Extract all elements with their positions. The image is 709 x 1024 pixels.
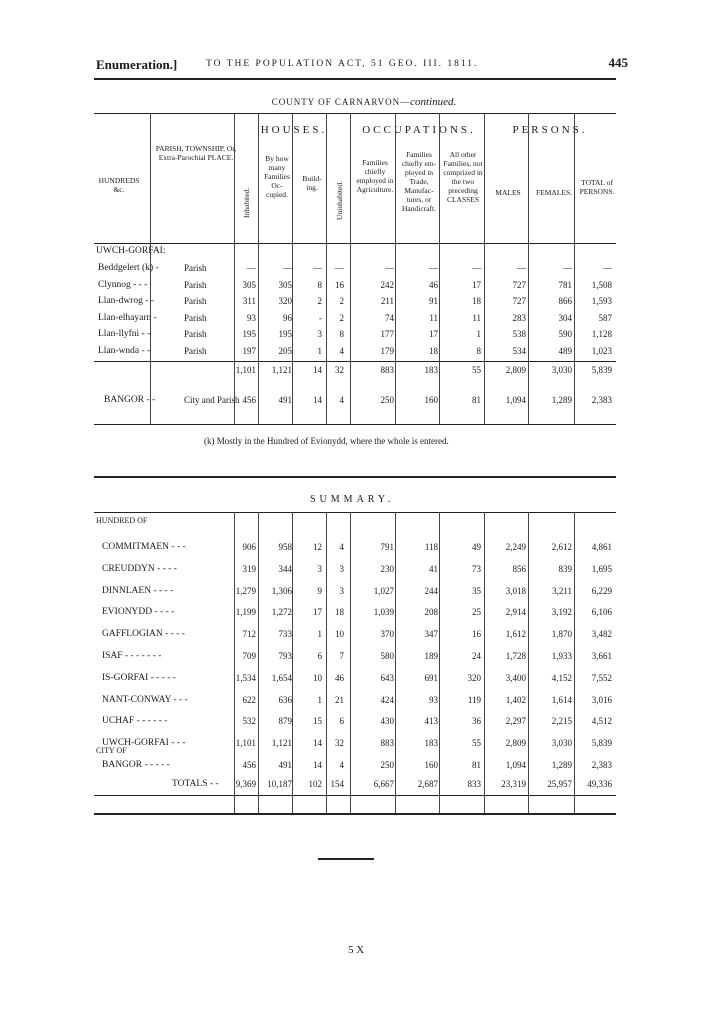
parish-row-kind: Parish	[184, 279, 207, 290]
subtotal-row-cell: 1,121	[271, 365, 292, 375]
summary-row-cell: 4,152	[551, 672, 572, 683]
summary-row-cell: 424	[380, 694, 394, 705]
summary-row-cell: 73	[472, 563, 481, 574]
county-caption-continued: continued.	[410, 96, 457, 108]
parish-row-cell: 16	[335, 279, 344, 290]
parish-row-kind: Parish	[184, 296, 207, 306]
bangor-row-cell: 160	[424, 395, 438, 405]
summary-row-cell: 320	[467, 672, 481, 683]
summary-row-cell: 1,121	[271, 738, 292, 749]
summary-column-rule	[258, 512, 259, 813]
summary-row-cell: 3,030	[551, 738, 572, 749]
summary-row-cell: 883	[380, 738, 394, 749]
parish-row-kind: Parish	[184, 345, 207, 356]
parish-row-cell: 74	[385, 312, 394, 323]
column-rule	[258, 113, 259, 424]
parish-row-cell: 18	[429, 345, 438, 356]
summary-bangor-row-cell: 491	[278, 760, 292, 770]
header-females: FEMALES.	[535, 188, 573, 197]
summary-row-cell: 580	[380, 651, 394, 661]
group-persons: PERSONS.	[512, 124, 588, 136]
header-males: MALES	[495, 188, 521, 197]
column-rule	[395, 113, 396, 424]
parish-row-cell: 197	[242, 345, 256, 356]
parish-row-cell: 866	[558, 296, 572, 306]
subtotal-row-cell: 183	[424, 365, 438, 375]
summary-row-cell: 879	[278, 716, 292, 727]
summary-row-cell: 7,552	[591, 672, 612, 683]
subtotal-row-cell: 32	[335, 365, 344, 375]
summary-row-cell: 6,229	[591, 585, 612, 596]
header-building: Build-ing.	[302, 174, 322, 192]
summary-row-cell: 1,695	[591, 563, 612, 574]
summary-row-cell: 93	[429, 694, 438, 705]
summary-row-cell: 32	[335, 738, 344, 749]
parish-row-cell: —	[385, 263, 394, 273]
summary-row-cell: 12	[313, 542, 322, 552]
summary-row-cell: 244	[424, 585, 438, 596]
column-rule	[234, 113, 235, 424]
summary-bangor-row-cell: 250	[380, 760, 394, 770]
bangor-row-cell: 1,289	[551, 395, 572, 405]
summary-row-cell: 1,654	[271, 672, 292, 683]
bangor-row-cell: 1,094	[505, 395, 526, 405]
summary-row-cell: 25	[472, 607, 481, 618]
summary-row-cell: 709	[242, 651, 256, 661]
header-uninhabited: Uninhabited.	[335, 181, 344, 220]
summary-bangor-row-cell: 1,289	[551, 760, 572, 770]
parish-row-name: Llan-wnda - -	[98, 345, 151, 356]
summary-row-cell: 1,306	[271, 585, 292, 596]
summary-hundred-label: HUNDRED OF	[96, 516, 148, 525]
bangor-row-cell: 456	[242, 395, 256, 405]
group-houses: HOUSES.	[260, 124, 328, 136]
city-of-label: CITY OF	[96, 746, 127, 755]
parish-row-cell: 93	[247, 312, 256, 323]
parish-row-cell: 4	[339, 345, 344, 356]
summary-row-cell: 2,612	[551, 542, 572, 552]
parish-row-cell: 489	[558, 345, 572, 356]
parish-row-cell: 96	[283, 312, 292, 323]
summary-row-cell: 691	[424, 672, 438, 683]
summary-row-cell: 856	[512, 563, 526, 574]
summary-column-rule	[439, 512, 440, 813]
summary-column-rule	[350, 512, 351, 813]
summary-bangor-row-cell: 160	[424, 760, 438, 770]
summary-row-cell: 41	[429, 563, 438, 574]
summary-row-cell: 6	[339, 716, 344, 727]
running-head-title: TO THE POPULATION ACT, 51 GEO. III. 1811.	[206, 59, 479, 69]
parish-row-cell: 8	[476, 345, 481, 356]
summary-row-cell: 839	[558, 563, 572, 574]
summary-row-cell: 2,914	[505, 607, 526, 618]
parish-row-cell: 781	[558, 279, 572, 290]
bangor-row-name: BANGOR - -	[104, 395, 156, 405]
parish-row-cell: —	[563, 263, 572, 273]
summary-row-name: IS-GORFAI - - - - -	[102, 672, 176, 683]
subtotal-row-cell: 1,101	[235, 365, 256, 375]
bangor-row-cell: 81	[472, 395, 481, 405]
parish-row-cell: —	[283, 263, 292, 273]
totals-row-cell: 2,687	[417, 779, 438, 789]
parish-row-cell: 179	[380, 345, 394, 356]
summary-column-rule	[326, 512, 327, 813]
caption-rule	[94, 113, 616, 114]
summary-title: SUMMARY.	[310, 494, 395, 505]
column-rule	[150, 113, 151, 424]
bangor-row-kind: City and Parish	[184, 395, 240, 405]
summary-row-cell: 793	[278, 651, 292, 661]
summary-row-cell: 49	[472, 542, 481, 552]
parish-row-cell: 18	[472, 296, 481, 306]
parish-row-kind: Parish	[184, 329, 207, 339]
column-rule	[484, 113, 485, 424]
summary-row-cell: 1,614	[551, 694, 572, 705]
parish-row-cell: -	[319, 312, 322, 323]
header-families: By how many Families Oc-cupied.	[264, 154, 290, 199]
summary-row-cell: 1,612	[505, 629, 526, 640]
summary-row-cell: 636	[278, 694, 292, 705]
summary-row-cell: 21	[335, 694, 344, 705]
summary-row-cell: 1,199	[235, 607, 256, 618]
top-rule	[94, 78, 616, 80]
parish-row-cell: 2	[317, 296, 322, 306]
totals-row-cell: 154	[330, 779, 344, 789]
column-rule	[292, 113, 293, 424]
header-hundreds: HUNDREDS &c.	[98, 176, 140, 194]
summary-row-cell: 1,534	[235, 672, 256, 683]
header-inhabited: Inhabited.	[242, 187, 251, 219]
parish-row-name: Llan-llyfni - -	[98, 329, 151, 339]
summary-row-cell: 119	[467, 694, 481, 705]
summary-row-cell: 532	[242, 716, 256, 727]
parish-row-cell: —	[603, 263, 612, 273]
parish-row-name: Llan-elhayarn -	[98, 312, 157, 323]
summary-row-cell: 6,106	[591, 607, 612, 618]
summary-row-cell: 1,027	[373, 585, 394, 596]
subtotal-row-cell: 3,030	[551, 365, 572, 375]
parish-row-cell: 305	[242, 279, 256, 290]
parish-row-name: Llan-dwrog - -	[98, 296, 154, 306]
summary-row-name: ISAF - - - - - - -	[102, 651, 162, 661]
summary-row-cell: 16	[472, 629, 481, 640]
summary-row-cell: 3,192	[551, 607, 572, 618]
summary-row-cell: 3,400	[505, 672, 526, 683]
parish-row-cell: 211	[380, 296, 394, 306]
parish-row-cell: 2	[339, 296, 344, 306]
totals-row-cell: 6,667	[373, 779, 394, 789]
summary-row-cell: 2,809	[505, 738, 526, 749]
summary-bangor-row-name: BANGOR - - - - -	[102, 760, 170, 770]
summary-row-cell: 15	[313, 716, 322, 727]
subtotal-rule	[94, 361, 616, 362]
header-trade: Families chiefly em-ployed in Trade, Manufac-tures, or Handicraft.	[401, 150, 437, 213]
summary-column-rule	[528, 512, 529, 813]
parish-row-cell: 1,508	[591, 279, 612, 290]
summary-row-cell: 2,249	[505, 542, 526, 552]
summary-bangor-row-cell: 4	[339, 760, 344, 770]
column-rule	[326, 113, 327, 424]
county-caption	[234, 96, 494, 108]
parish-row-cell: 538	[512, 329, 526, 339]
summary-column-rule	[234, 512, 235, 813]
summary-row-cell: 1,101	[235, 738, 256, 749]
summary-row-cell: 17	[313, 607, 322, 618]
parish-row-cell: 304	[558, 312, 572, 323]
parish-row-name: Clynnog - - -	[98, 279, 148, 290]
summary-row-cell: 413	[424, 716, 438, 727]
parish-row-cell: 727	[512, 296, 526, 306]
summary-row-cell: 46	[335, 672, 344, 683]
summary-bangor-row-cell: 2,383	[591, 760, 612, 770]
header-rule	[94, 243, 616, 244]
summary-column-rule	[292, 512, 293, 813]
summary-row-cell: 3,661	[591, 651, 612, 661]
parish-row-cell: 205	[278, 345, 292, 356]
header-total: TOTAL of PERSONS.	[579, 178, 615, 196]
summary-row-cell: 906	[242, 542, 256, 552]
summary-row-cell: 1,039	[373, 607, 394, 618]
parish-row-cell: 11	[429, 312, 438, 323]
summary-row-cell: 3,482	[591, 629, 612, 640]
summary-row-cell: 344	[278, 563, 292, 574]
summary-row-cell: 1,728	[505, 651, 526, 661]
parish-row-cell: 587	[598, 312, 612, 323]
totals-row-cell: 23,319	[501, 779, 526, 789]
summary-column-rule	[484, 512, 485, 813]
parish-row-cell: 1	[317, 345, 322, 356]
summary-row-cell: 643	[380, 672, 394, 683]
bangor-row-cell: 250	[380, 395, 394, 405]
summary-row-name: NANT-CONWAY - - -	[102, 694, 188, 705]
summary-row-cell: 733	[278, 629, 292, 640]
parish-row-cell: 534	[512, 345, 526, 356]
parish-row-cell: —	[517, 263, 526, 273]
parish-row-cell: —	[335, 263, 344, 273]
bangor-row-cell: 4	[339, 395, 344, 405]
parish-row-cell: 177	[380, 329, 394, 339]
totals-row-cell: 102	[308, 779, 322, 789]
parish-row-cell: 2	[339, 312, 344, 323]
summary-row-cell: 3	[317, 563, 322, 574]
county-caption-main: COUNTY OF CARNARVON—	[271, 97, 411, 107]
parish-row-name: Beddgelert (k) -	[98, 263, 159, 273]
summary-row-cell: 712	[242, 629, 256, 640]
parish-row-cell: 242	[380, 279, 394, 290]
totals-rule	[94, 795, 616, 796]
summary-row-cell: 3	[339, 585, 344, 596]
bangor-row-cell: 491	[278, 395, 292, 405]
summary-row-cell: 1,272	[271, 607, 292, 618]
summary-row-cell: 4	[339, 542, 344, 552]
summary-row-cell: 4,512	[591, 716, 612, 727]
summary-row-cell: 3,211	[552, 585, 572, 596]
parish-row-cell: 195	[278, 329, 292, 339]
summary-row-cell: 1,279	[235, 585, 256, 596]
parish-row-cell: 17	[429, 329, 438, 339]
summary-bangor-row-cell: 81	[472, 760, 481, 770]
summary-row-cell: 189	[424, 651, 438, 661]
summary-row-name: DINNLAEN - - - -	[102, 585, 174, 596]
summary-row-cell: 1,933	[551, 651, 572, 661]
summary-row-cell: 370	[380, 629, 394, 640]
summary-row-cell: 2,297	[505, 716, 526, 727]
column-rule	[528, 113, 529, 424]
summary-row-cell: 24	[472, 651, 481, 661]
summary-row-cell: 208	[424, 607, 438, 618]
parish-row-cell: 727	[512, 279, 526, 290]
summary-row-name: CREUDDYN - - - -	[102, 563, 177, 574]
footnote: (k) Mostly in the Hundred of Evionydd, where the whole is entered.	[204, 436, 449, 446]
summary-row-cell: 3,018	[505, 585, 526, 596]
summary-row-cell: 1	[317, 629, 322, 640]
parish-row-cell: 46	[429, 279, 438, 290]
summary-top-rule	[94, 476, 616, 478]
running-head-left: Enumeration.]	[96, 57, 178, 72]
signature-mark: 5 X	[348, 944, 365, 956]
parish-row-cell: 11	[472, 312, 481, 323]
summary-row-cell: 18	[335, 607, 344, 618]
summary-row-cell: 9	[317, 585, 322, 596]
group-occupations: OCCUPATIONS.	[362, 124, 476, 136]
summary-row-cell: 6	[317, 651, 322, 661]
parish-row-cell: 590	[558, 329, 572, 339]
header-agriculture: Families chiefly employed in Agriculture.	[356, 158, 394, 194]
summary-bangor-row-cell: 456	[242, 760, 256, 770]
summary-row-cell: 622	[242, 694, 256, 705]
subtotal-row-cell: 14	[313, 365, 322, 375]
summary-row-name: UCHAF - - - - - -	[102, 716, 168, 727]
summary-row-cell: 10	[335, 629, 344, 640]
parish-row-cell: 1,023	[591, 345, 612, 356]
column-rule	[574, 113, 575, 424]
summary-column-rule	[574, 512, 575, 813]
parish-row-cell: —	[247, 263, 256, 273]
parish-row-cell: 1	[476, 329, 481, 339]
summary-row-cell: 3	[339, 563, 344, 574]
parish-row-cell: —	[429, 263, 438, 273]
column-rule	[350, 113, 351, 424]
summary-row-cell: 1	[317, 694, 322, 705]
parish-row-cell: —	[472, 263, 481, 273]
parish-row-cell: 91	[429, 296, 438, 306]
summary-header-rule	[94, 512, 616, 513]
summary-row-cell: 35	[472, 585, 481, 596]
running-head	[96, 55, 628, 75]
section-end-rule	[94, 424, 616, 425]
hundred-label: UWCH-GORFAI:	[96, 246, 166, 256]
parish-row-cell: 1,128	[591, 329, 612, 339]
parish-row-cell: 311	[242, 296, 256, 306]
parish-row-cell: 320	[278, 296, 292, 306]
subtotal-row-cell: 55	[472, 365, 481, 375]
column-rule	[439, 113, 440, 424]
summary-column-rule	[395, 512, 396, 813]
summary-row-name: EVIONYDD - - - -	[102, 607, 175, 618]
subtotal-row-cell: 5,839	[591, 365, 612, 375]
header-other: All other Families, not comprized in the two preceding CLASSES	[443, 150, 483, 204]
summary-bangor-row-cell: 1,094	[505, 760, 526, 770]
summary-row-cell: 183	[424, 738, 438, 749]
bangor-row-cell: 2,383	[591, 395, 612, 405]
summary-row-cell: 5,839	[591, 738, 612, 749]
totals-row-cell: 49,336	[587, 779, 612, 789]
totals-row-cell: 25,957	[547, 779, 572, 789]
summary-row-cell: 319	[242, 563, 256, 574]
summary-row-cell: 7	[339, 651, 344, 661]
parish-row-cell: 3	[317, 329, 322, 339]
parish-row-cell: 305	[278, 279, 292, 290]
parish-row-kind: Parish	[184, 263, 207, 273]
table-frame	[94, 78, 616, 820]
bottom-rule	[94, 813, 616, 815]
bangor-row-cell: 14	[313, 395, 322, 405]
summary-row-cell: 2,215	[551, 716, 572, 727]
ornament-rule	[318, 858, 374, 860]
totals-row-cell: 9,369	[235, 779, 256, 789]
summary-row-name: UWCH-GORFAI - - -	[102, 738, 186, 749]
summary-row-cell: 791	[380, 542, 394, 552]
parish-row-cell: 8	[317, 279, 322, 290]
parish-row-kind: Parish	[184, 312, 207, 323]
totals-row-name: TOTALS - -	[172, 779, 219, 789]
parish-row-cell: 17	[472, 279, 481, 290]
summary-row-cell: 55	[472, 738, 481, 749]
summary-row-cell: 3,016	[591, 694, 612, 705]
subtotal-row-cell: 2,809	[505, 365, 526, 375]
summary-row-cell: 14	[313, 738, 322, 749]
parish-row-cell: 195	[242, 329, 256, 339]
summary-row-cell: 1,402	[505, 694, 526, 705]
summary-row-name: GAFFLOGIAN - - - -	[102, 629, 185, 640]
parish-row-cell: 8	[339, 329, 344, 339]
totals-row-cell: 10,187	[267, 779, 292, 789]
totals-row-cell: 833	[467, 779, 481, 789]
summary-row-name: COMMITMAEN - - -	[102, 542, 186, 552]
summary-row-cell: 230	[380, 563, 394, 574]
header-parish: PARISH, TOWNSHIP, Or, Extra-Parochial PLACE.	[155, 144, 237, 162]
summary-row-cell: 347	[424, 629, 438, 640]
summary-row-cell: 1,870	[551, 629, 572, 640]
summary-row-cell: 10	[313, 672, 322, 683]
summary-row-cell: 430	[380, 716, 394, 727]
summary-row-cell: 118	[424, 542, 438, 552]
page-number: 445	[608, 55, 628, 70]
parish-row-cell: 283	[512, 312, 526, 323]
subtotal-row-cell: 883	[380, 365, 394, 375]
summary-row-cell: 958	[278, 542, 292, 552]
summary-bangor-row-cell: 14	[313, 760, 322, 770]
parish-row-cell: 1,593	[591, 296, 612, 306]
summary-row-cell: 36	[472, 716, 481, 727]
parish-row-cell: —	[313, 263, 322, 273]
summary-row-cell: 4,861	[591, 542, 612, 552]
